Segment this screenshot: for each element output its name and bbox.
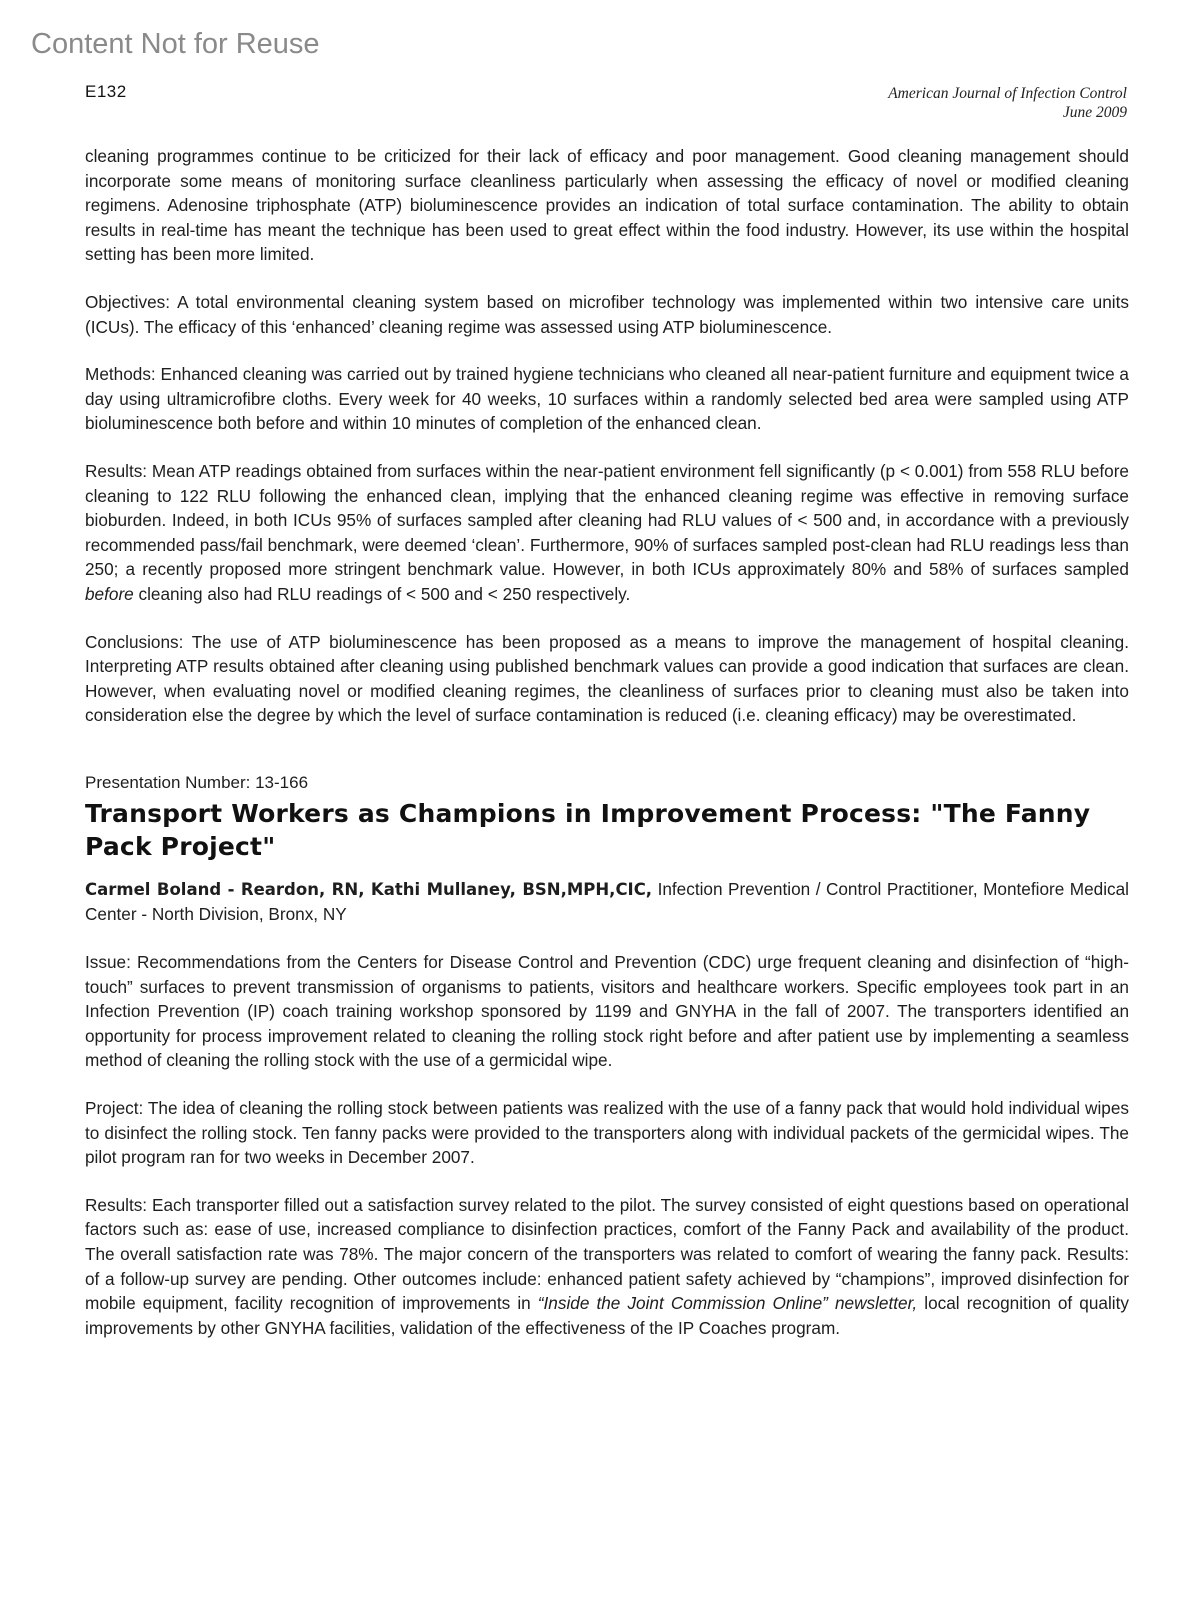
prev-abstract-results xyxy=(85,459,1129,607)
issue-date: June 2009 xyxy=(1062,104,1127,121)
authors xyxy=(85,877,1129,927)
presentation-number: Presentation Number: 13-166 xyxy=(85,772,309,792)
abstract-project: Project: The idea of cleaning the rolling stock between patients was realized with the use of a fanny pack that would hold individual wipes to disinfect the rolling stock. Ten fanny packs were provided to the transporters along with individual packets of the germicidal wipes. The pilot program ran for two weeks in December 2007. xyxy=(85,1098,1129,1168)
newsletter-name: “Inside the Joint Commission Online” newsletter, xyxy=(537,1293,918,1314)
page-number: E132 xyxy=(85,82,127,101)
prev-abstract-continuation: cleaning programmes continue to be criticized for their lack of efficacy and poor management. Good cleaning management should incorporate some means of monitoring surface cleanliness particularly when assessing the efficacy of novel or modified cleaning regimens. Adenosine triphosphate (ATP) bioluminescence provides an indication of total surface contamination. The ability to obtain results in real-time has meant the technique has been used to great effect within the food industry. However, its use within the hospital setting has been more limited. xyxy=(85,146,1129,265)
abstract-results xyxy=(85,1193,1129,1341)
abstract-results-text: Results: Each transporter filled out a satisfaction survey related to the pilot. The survey consisted of eight questions based on operational factors such as: ease of use, increased compliance to disinfection practices, comfort of the Fanny Pack and availability of the product. The overall satisfaction rate was 78%. The major concern of the transporters was related to comfort of wearing the fanny pack. Results: of a follow-up survey are pending. Other outcomes include: enhanced patient safety achieved by “champions”, improved disinfection for mobile equipment, facility recognition of improvements in xyxy=(85,1194,1129,1314)
author-names: Carmel Boland - Reardon, RN, Kathi Mullaney, BSN,MPH,CIC, xyxy=(85,879,653,899)
prev-abstract-methods: Methods: Enhanced cleaning was carried out by trained hygiene technicians who cleaned all near-patient furniture and equipment twice a day using ultramicrofibre cloths. Every week for 40 weeks, 10 surfaces within a randomly selected bed area were sampled using ATP bioluminescence both before and within 10 minutes of completion of the enhanced clean. xyxy=(85,364,1129,434)
results-italic: before xyxy=(85,583,134,604)
abstract-issue: Issue: Recommendations from the Centers for Disease Control and Prevention (CDC) urge frequent cleaning and disinfection of “high-touch” surfaces to prevent transmission of organisms to patients, visitors and healthcare workers. Specific employees took part in an Infection Prevention (IP) coach training workshop sponsored by 1199 and GNYHA in the fall of 2007. The transporters identified an opportunity for process improvement related to cleaning the rolling stock right before and after patient use by implementing a seamless method of cleaning the rolling stock with the use of a germicidal wipe. xyxy=(85,952,1129,1071)
abstract-title: Transport Workers as Champions in Improvement Process: "The Fanny Pack Project" xyxy=(85,798,1091,861)
results-text: Results: Mean ATP readings obtained from surfaces within the near-patient environment fell significantly (p < 0.001) from 558 RLU before cleaning to 122 RLU following the enhanced clean, implying that the enhanced cleaning regime was effective in removing surface bioburden. Indeed, in both ICUs 95% of surfaces sampled after cleaning had RLU values of < 500 and, in accordance with a previously recommended pass/fail benchmark, were deemed ‘clean’. Furthermore, 90% of surfaces sampled post-clean had RLU readings less than 250; a recently proposed more stringent benchmark value. However, in both ICUs approximately 80% and 58% of surfaces sampled xyxy=(85,460,1129,580)
abstract-results-end: local recognition of quality improvements by other GNYHA facilities, validation of the effectiveness of the IP Coaches program. xyxy=(85,1293,1129,1338)
journal-title: American Journal of Infection Control xyxy=(888,85,1127,102)
journal-header xyxy=(888,84,1127,122)
prev-abstract-objectives: Objectives: A total environmental cleaning system based on microfiber technology was implemented within two intensive care units (ICUs). The efficacy of this ‘enhanced’ cleaning regime was assessed using ATP bioluminescence. xyxy=(85,291,1129,337)
prev-abstract-conclusions: Conclusions: The use of ATP bioluminescence has been proposed as a means to improve the management of hospital cleaning. Interpreting ATP results obtained after cleaning using published benchmark values can provide a good indication that surfaces are clean. However, when evaluating novel or modified cleaning regimes, the cleanliness of surfaces prior to cleaning must also be taken into consideration else the degree by which the level of surface contamination is reduced (i.e. cleaning efficacy) may be overestimated. xyxy=(85,631,1129,726)
watermark: Content Not for Reuse xyxy=(31,28,320,60)
page-content xyxy=(85,144,1129,1363)
results-text-end: cleaning also had RLU readings of < 500 and < 250 respectively. xyxy=(138,583,631,604)
affiliation: Infection Prevention / Control Practitioner, Montefiore Medical Center - North Division, Bronx, NY xyxy=(85,878,1129,925)
